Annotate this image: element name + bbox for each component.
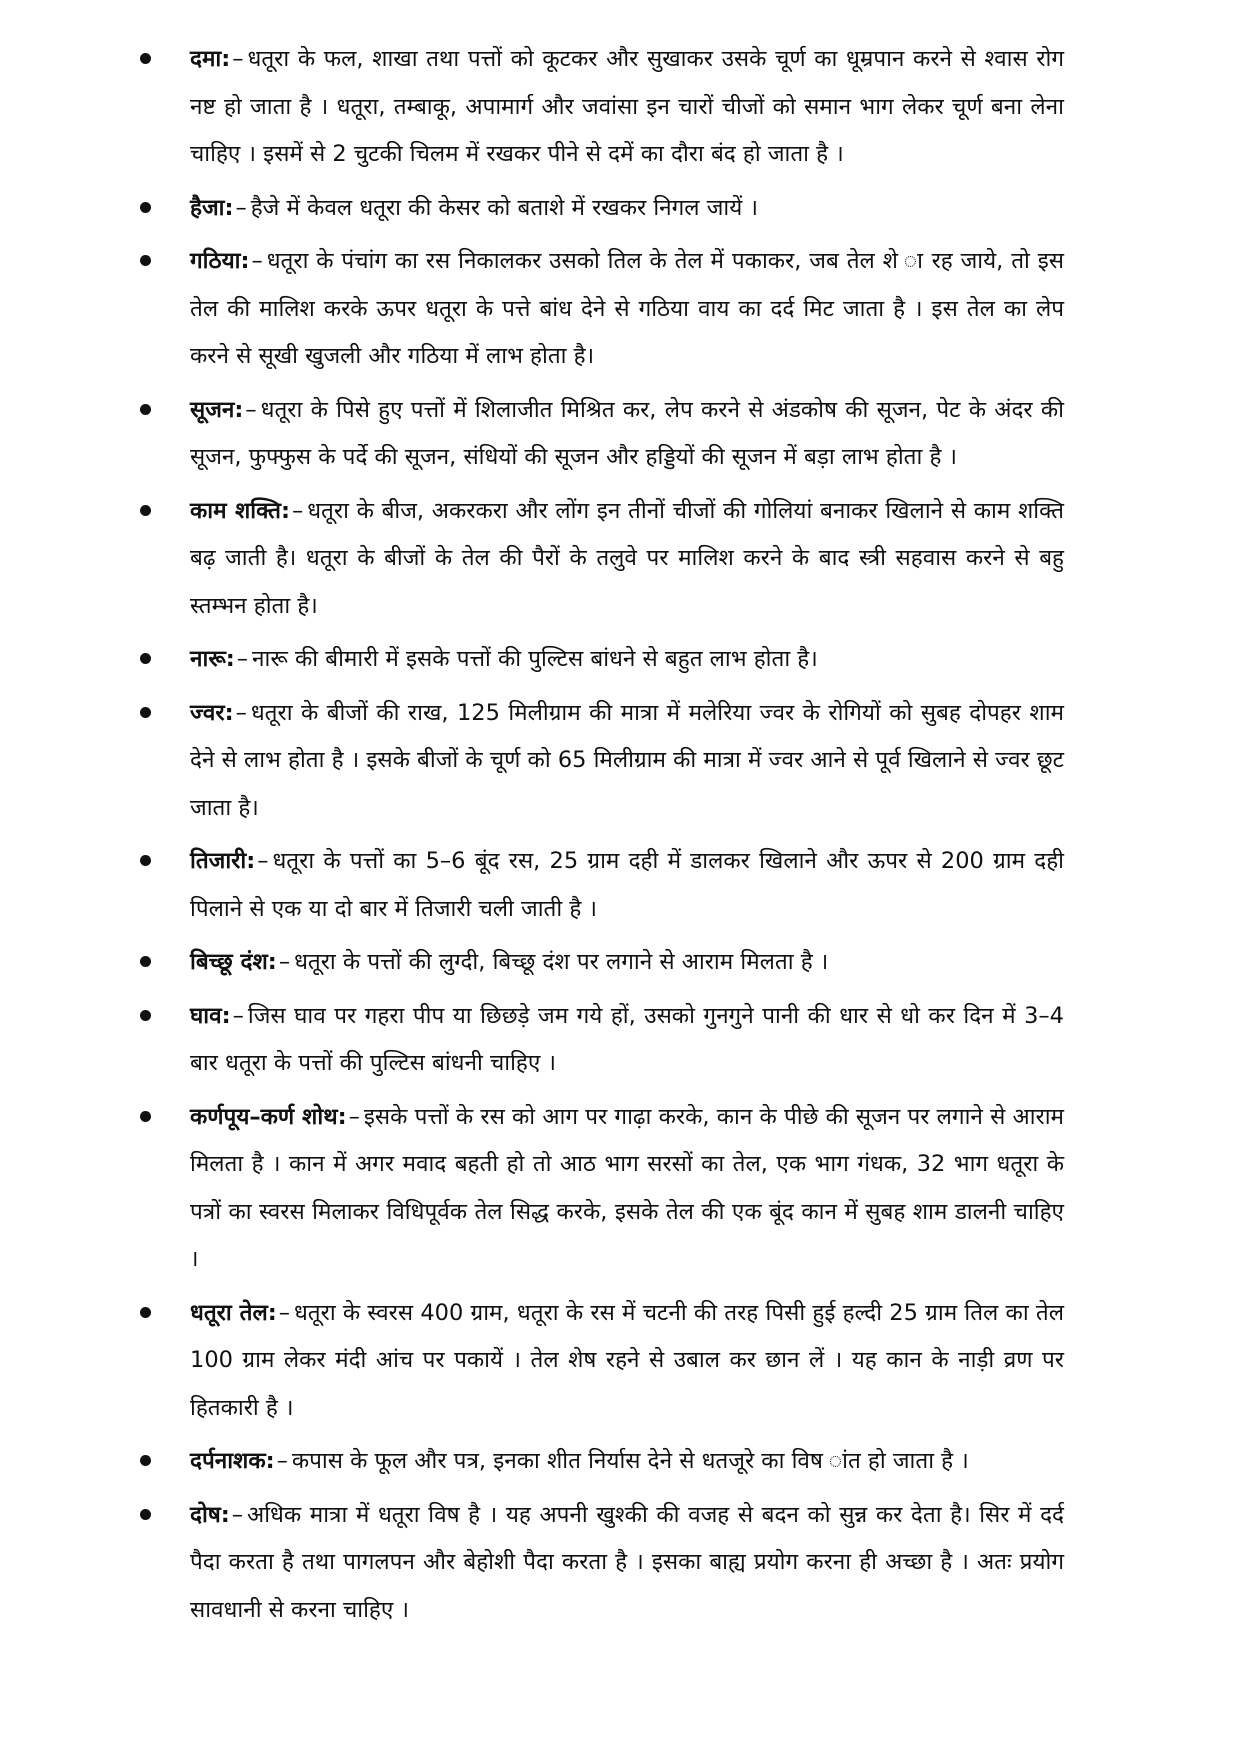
entry-term: दोष:: [190, 1501, 230, 1528]
entry-text: धतूरा के पत्तों का 5–6 बूंद रस, 25 ग्राम दही में डालकर खिलाने और ऊपर से 200 ग्राम दही पिलाने से एक या दो बार में तिजारी चली जाती है ।: [190, 848, 1064, 922]
entry-text: कपास के फूल और पत्र, इनका शीत निर्यास देने से धतजूरे का विष ांत हो जाता है ।: [291, 1448, 969, 1474]
entry-separator: –: [245, 396, 257, 423]
entry-text: धतूरा के बीज, अकरकरा और लोंग इन तीनों चीजों की गोलियां बनाकर खिलाने से काम शक्ति बढ़ जाती है। धतूरा के बीजों के तेल की पैरों के तलुवे पर मालिश करने के बाद स्त्री सहवास करने से बहु स्तम्भन होता है।: [190, 497, 1064, 619]
bullet-icon: [140, 956, 151, 967]
list-item: [140, 1094, 1064, 1284]
entry-term: बिच्छू दंश:: [190, 949, 277, 975]
entry-term: नारू:: [190, 646, 235, 672]
entry-text: हैजे में केवल धतूरा की केसर को बताशे में रखकर निगल जायें ।: [250, 194, 758, 221]
entry-text: धतूरा के बीजों की राख, 125 मिलीग्राम की मात्रा में मलेरिया ज्वर के रोगियों को सुबह दोपहर शाम देने से लाभ होता है । इसके बीजों के चूर्ण को 65 मिलीग्राम की मात्रा में ज्वर आने से पूर्व खिलाने से ज्वर छूट जाता है।: [190, 699, 1064, 821]
entry-term: घाव:: [190, 1002, 231, 1029]
list-item: [140, 1438, 1064, 1486]
bullet-icon: [140, 404, 151, 415]
entry-separator: –: [232, 1002, 244, 1029]
entry-term: धतूरा तेल:: [190, 1299, 277, 1326]
entry-text: जिस घाव पर गहरा पीप या छिछड़े जम गये हों, उसको गुनगुने पानी की धार से धो कर दिन में 3–4 बार धतूरा के पत्तों की पुल्टिस बांधनी चाहिए ।: [190, 1002, 1064, 1076]
entry-term: तिजारी:: [190, 848, 256, 874]
entry-separator: –: [232, 46, 244, 72]
entry-separator: –: [278, 1299, 290, 1326]
bullet-icon: [140, 53, 151, 64]
bullet-icon: [140, 505, 151, 516]
list-item: [140, 636, 1064, 684]
bullet-icon: [140, 1111, 151, 1122]
list-item: [140, 238, 1064, 381]
entry-term: कर्णपूय–कर्ण शोथ:: [190, 1103, 347, 1130]
list-item: [140, 993, 1064, 1088]
entry-separator: –: [291, 497, 304, 524]
entry-text: अधिक मात्रा में धतूरा विष है । यह अपनी खुश्की की वजह से बदन को सुन्न कर देता है। सिर में दर्द पैदा करता है तथा पागलपन और बेहोशी पैदा करता है । इसका बाह्य प्रयोग करना ही अच्छा है । अतः प्रयोग सावधानी से करना चाहिए ।: [190, 1501, 1064, 1623]
entry-separator: –: [348, 1103, 360, 1130]
entry-term: सूजन:: [190, 396, 244, 423]
remedy-list: [140, 36, 1064, 1640]
list-item: [140, 387, 1064, 482]
entry-term: हैजा:: [190, 194, 234, 221]
entry-text: धतूरा के स्वरस 400 ग्राम, धतूरा के रस में चटनी की तरह पिसी हुई हल्दी 25 ग्राम तिल का तेल 100 ग्राम लेकर मंदी आंच पर पकायें । तेल शेष रहने से उबाल कर छान लें । यह कान के नाड़ी व्रण पर हितकारी है ।: [190, 1299, 1064, 1421]
list-item: [140, 1290, 1064, 1433]
list-item: [140, 36, 1064, 179]
entry-separator: –: [235, 194, 247, 221]
bullet-icon: [140, 1307, 151, 1318]
entry-term: काम शक्ति:: [190, 497, 290, 524]
entry-text: धतूरा के पत्तों की लुग्दी, बिच्छू दंश पर लगाने से आराम मिलता है ।: [294, 949, 829, 975]
entry-separator: –: [276, 1448, 288, 1474]
bullet-icon: [140, 255, 151, 266]
entry-term: गठिया:: [190, 248, 250, 274]
entry-text: धतूरा के पिसे हुए पत्तों में शिलाजीत मिश्रित कर, लेप करने से अंडकोष की सूजन, पेट के अंदर की सूजन, फुफ्फुस के पर्दे की सूजन, संधियों की सूजन और हड्डियों की सूजन में बड़ा लाभ होता है ।: [190, 396, 1064, 470]
entry-text: नारू की बीमारी में इसके पत्तों की पुल्टिस बांधने से बहुत लाभ होता है।: [252, 646, 818, 672]
entry-separator: –: [251, 248, 263, 274]
bullet-icon: [140, 707, 151, 718]
entry-text: धतूरा के पंचांग का रस निकालकर उसको तिल के तेल में पकाकर, जब तेल शे ा रह जाये, तो इस तेल की मालिश करके ऊपर धतूरा के पत्ते बांध देने से गठिया वाय का दर्द मिट जाता है । इस तेल का लेप करने से सूखी खुजली और गठिया में लाभ होता है।: [190, 248, 1064, 369]
bullet-icon: [140, 1010, 151, 1021]
entry-term: दर्पनाशक:: [190, 1448, 275, 1474]
entry-separator: –: [231, 1501, 244, 1528]
list-item: [140, 488, 1064, 631]
list-item: [140, 838, 1064, 933]
entry-separator: –: [278, 949, 291, 975]
entry-separator: –: [257, 848, 269, 874]
bullet-icon: [140, 1509, 151, 1520]
bullet-icon: [140, 653, 151, 664]
list-item: [140, 1492, 1064, 1635]
entry-text: धतूरा के फल, शाखा तथा पत्तों को कूटकर और सुखाकर उसके चूर्ण का धूम्रपान करने से श्वास रोग नष्ट हो जाता है । धतूरा, तम्बाकू, अपामार्ग और जवांसा इन चारों चीजों को समान भाग लेकर चूर्ण बना लेना चाहिए । इसमें से 2 चुटकी चिलम में रखकर पीने से दमें का दौरा बंद हो जाता है ।: [190, 46, 1064, 167]
entry-text: इसके पत्तों के रस को आग पर गाढ़ा करके, कान के पीछे की सूजन पर लगाने से आराम मिलता है । कान में अगर मवाद बहती हो तो आठ भाग सरसों का तेल, एक भाग गंधक, 32 भाग धतूरा के पत्रों का स्वरस मिलाकर विधिपूर्वक तेल सिद्ध करके, इसके तेल की एक बूंद कान में सुबह शाम डालनी चाहिए ।: [190, 1103, 1065, 1272]
list-item: [140, 939, 1064, 987]
list-item: [140, 185, 1064, 233]
entry-separator: –: [236, 646, 249, 672]
entry-term: दमा:: [190, 46, 231, 72]
bullet-icon: [140, 202, 151, 213]
entry-term: ज्वर:: [190, 699, 234, 726]
list-item: [140, 690, 1064, 833]
entry-separator: –: [235, 699, 247, 726]
bullet-icon: [140, 855, 151, 866]
bullet-icon: [140, 1455, 151, 1466]
